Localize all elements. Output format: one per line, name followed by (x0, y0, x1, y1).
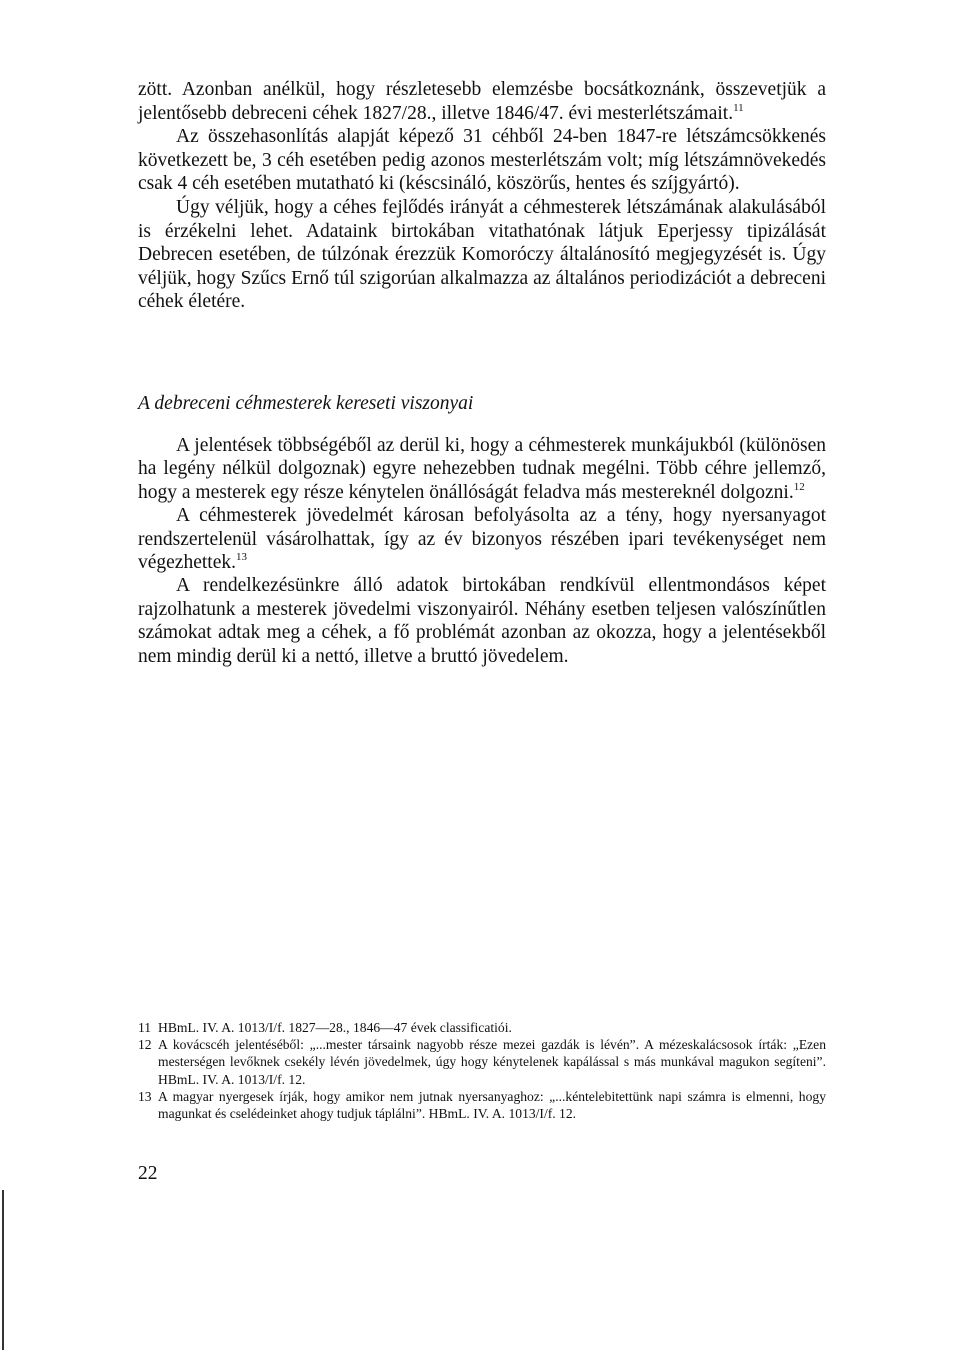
section-paragraph-3: A rendelkezésünkre álló adatok birtokában rendkívül ellentmondásos képet rajzolhatunk a mesterek jövedelmi viszonyairól. Néhány esetben teljesen valószínűtlen számokat adtak meg a céhek, a fő problémát azonban az okozza, hogy a jelentésekből nem mindig derül ki a nettó, illetve a bruttó jövedelem. (138, 575, 826, 667)
footnote-ref-11[interactable]: 11 (733, 101, 744, 114)
section-heading: A debreceni céhmesterek kereseti viszonyai (138, 393, 474, 414)
footnote-11 (138, 1019, 826, 1036)
footnote-ref-12[interactable]: 12 (793, 480, 805, 493)
footnote-13 (138, 1088, 826, 1122)
footnote-text: A kovácscéh jelentéséből: „...mester társaink nagyobb része mezei gazdák is lévén”. A mézeskalácsosok írták: „Ezen mesterségen levőknek csekély lévén jövedelmek, úgy hogy kénytelenek kapálással s más munkával magukon segíteni”. HBmL. IV. A. 1013/I/f. 12. (158, 1037, 826, 1087)
body-text (138, 78, 826, 314)
footnote-number: 13 (138, 1088, 152, 1104)
paragraph-1 (138, 78, 826, 125)
paragraph-3: Úgy véljük, hogy a céhes fejlődés irányát a céhmesterek létszámának alakulásából is érzékelni lehet. Adataink birtokában vitathatónak látjuk Eperjessy tipizálását Debrecen esetében, de túlzónak érezzük Komoróczy általánosító megjegyzését is. Úgy véljük, hogy Szűcs Ernő túl szigorúan alkalmazza az általános periodizációt a debreceni céhek életére. (138, 196, 826, 313)
paragraph-2: Az összehasonlítás alapját képező 31 céhből 24-ben 1847-re létszámcsökkenés következett be, 3 céh esetében pedig azonos mesterlétszám volt; míg létszámnövekedés csak 4 céh esetében mutatható ki (késcsináló, köszörűs, hentes és szíjgyártó). (138, 126, 826, 195)
section-paragraph-2 (138, 504, 826, 574)
section-paragraph-2-text: A céhmesterek jövedelmét károsan befolyásolta az a tény, hogy nyersanyagot rendszertelenül vásárolhattak, így az év bizonyos részében ipari tevékenységet nem végezhettek. (138, 505, 826, 574)
section-body (138, 434, 826, 668)
page-number: 22 (138, 1163, 158, 1184)
footnote-text: A magyar nyergesek írják, hogy amikor nem jutnak nyersanyaghoz: „...kéntelebitettünk napi számra is elmenni, hogy magunkat és cselédeinket ahogy tudjuk táplálni”. HBmL. IV. A. 1013/I/f. 12. (158, 1088, 826, 1122)
footnotes (138, 1019, 826, 1122)
paragraph-1-text: zött. Azonban anélkül, hogy részletesebb elemzésbe bocsátkoznánk, összevetjük a jelentősebb debreceni céhek 1827/28., illetve 1846/47. évi mesterlétszámait. (138, 79, 826, 124)
footnote-ref-13[interactable]: 13 (236, 551, 247, 564)
footnote-12 (138, 1036, 826, 1088)
section-paragraph-1-text: A jelentések többségéből az derül ki, hogy a céhmesterek munkájukból (különösen ha legény nélkül dolgoznak) egyre nehezebben tudnak megélni. Több céhre jellemző, hogy a mesterek egy része kénytelen önállóságát feladva más mestereknél dolgozni. (138, 435, 826, 503)
footnote-text: HBmL. IV. A. 1013/I/f. 1827—28., 1846—47 évek classificatiói. (158, 1020, 512, 1035)
footnote-number: 11 (138, 1020, 152, 1035)
section-paragraph-1 (138, 434, 826, 504)
footnote-number: 12 (138, 1037, 152, 1053)
scan-edge-mark (2, 1190, 4, 1350)
